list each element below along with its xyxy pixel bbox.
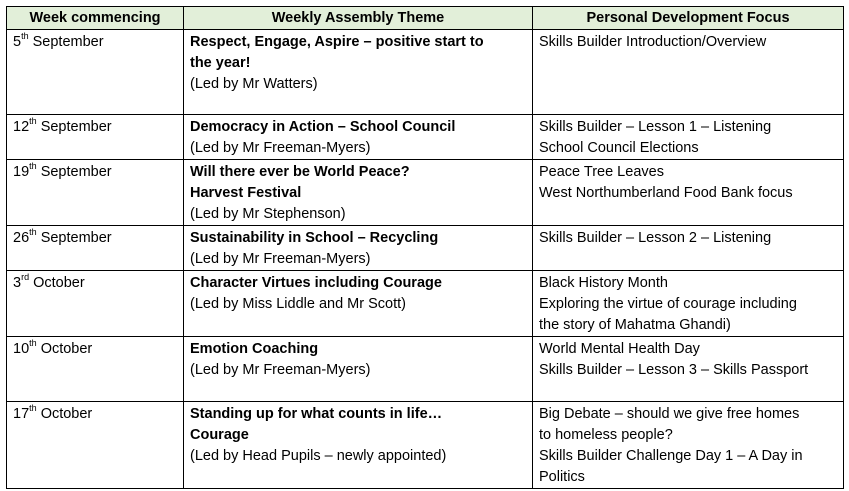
development-focus-item: to homeless people? bbox=[539, 427, 673, 443]
development-focus-cell bbox=[533, 402, 844, 489]
week-day-suffix: th bbox=[29, 161, 37, 172]
week-month: September bbox=[40, 164, 112, 180]
week-commencing-cell bbox=[7, 30, 184, 115]
header-week-commencing: Week commencing bbox=[7, 7, 184, 30]
week-day: 5 bbox=[13, 34, 22, 50]
week-commencing-cell bbox=[7, 160, 184, 226]
assembly-led-by: (Led by Mr Freeman-Myers) bbox=[190, 251, 371, 267]
development-focus-item: Exploring the virtue of courage including bbox=[539, 296, 797, 312]
assembly-theme-cell bbox=[184, 115, 533, 160]
assembly-led-by: (Led by Mr Freeman-Myers) bbox=[190, 362, 371, 378]
week-day: 3 bbox=[13, 275, 22, 291]
assembly-theme-cell bbox=[184, 337, 533, 402]
assembly-theme-title: Standing up for what counts in life… bbox=[190, 406, 443, 422]
development-focus-item: Skills Builder Introduction/Overview bbox=[539, 34, 767, 50]
assembly-theme-cell bbox=[184, 271, 533, 337]
week-day-suffix: th bbox=[21, 31, 29, 42]
week-commencing-cell bbox=[7, 271, 184, 337]
week-day-suffix: th bbox=[29, 403, 37, 414]
week-month: October bbox=[40, 406, 93, 422]
assembly-theme-title: Courage bbox=[190, 427, 249, 443]
week-month: October bbox=[33, 275, 85, 291]
development-focus-cell bbox=[533, 30, 844, 115]
week-day-suffix: rd bbox=[21, 272, 30, 283]
header-row bbox=[7, 7, 844, 30]
development-focus-cell bbox=[533, 115, 844, 160]
development-focus-item: School Council Elections bbox=[539, 140, 699, 156]
week-month: September bbox=[40, 119, 112, 135]
schedule-row bbox=[7, 226, 844, 271]
week-month: October bbox=[40, 341, 93, 357]
header-assembly-theme: Weekly Assembly Theme bbox=[184, 7, 533, 30]
assembly-schedule-table bbox=[6, 6, 844, 489]
schedule-row bbox=[7, 115, 844, 160]
development-focus-item: Skills Builder – Lesson 2 – Listening bbox=[539, 230, 772, 246]
development-focus-item: the story of Mahatma Ghandi) bbox=[539, 317, 731, 333]
assembly-theme-cell bbox=[184, 30, 533, 115]
assembly-theme-cell bbox=[184, 402, 533, 489]
development-focus-item: World Mental Health Day bbox=[539, 341, 700, 357]
assembly-theme-title: Sustainability in School – Recycling bbox=[190, 230, 439, 246]
assembly-led-by: (Led by Miss Liddle and Mr Scott) bbox=[190, 296, 406, 312]
schedule-row bbox=[7, 30, 844, 115]
assembly-theme-cell bbox=[184, 160, 533, 226]
schedule-row bbox=[7, 271, 844, 337]
development-focus-item: Politics bbox=[539, 469, 585, 485]
development-focus-cell bbox=[533, 160, 844, 226]
week-commencing-cell bbox=[7, 115, 184, 160]
assembly-theme-title: Emotion Coaching bbox=[190, 341, 319, 357]
development-focus-item: Skills Builder – Lesson 1 – Listening bbox=[539, 119, 772, 135]
week-day-suffix: th bbox=[29, 338, 37, 349]
assembly-theme-title: the year! bbox=[190, 55, 251, 71]
week-commencing-cell bbox=[7, 402, 184, 489]
development-focus-item: Peace Tree Leaves bbox=[539, 164, 664, 180]
development-focus-item: West Northumberland Food Bank focus bbox=[539, 185, 793, 201]
development-focus-cell bbox=[533, 337, 844, 402]
assembly-theme-title: Will there ever be World Peace? bbox=[190, 164, 410, 180]
week-day-suffix: th bbox=[29, 227, 37, 238]
assembly-led-by: (Led by Mr Watters) bbox=[190, 76, 318, 92]
development-focus-item: Big Debate – should we give free homes bbox=[539, 406, 800, 422]
week-day: 10 bbox=[13, 341, 30, 357]
week-day: 19 bbox=[13, 164, 30, 180]
week-day: 26 bbox=[13, 230, 30, 246]
assembly-led-by: (Led by Head Pupils – newly appointed) bbox=[190, 448, 447, 464]
week-month: September bbox=[40, 230, 112, 246]
assembly-theme-title: Democracy in Action – School Council bbox=[190, 119, 456, 135]
assembly-theme-title: Character Virtues including Courage bbox=[190, 275, 442, 291]
week-commencing-cell bbox=[7, 337, 184, 402]
schedule-row bbox=[7, 402, 844, 489]
assembly-led-by: (Led by Mr Freeman-Myers) bbox=[190, 140, 371, 156]
week-day: 17 bbox=[13, 406, 30, 422]
assembly-theme-cell bbox=[184, 226, 533, 271]
development-focus-cell bbox=[533, 271, 844, 337]
assembly-led-by: (Led by Mr Stephenson) bbox=[190, 206, 346, 222]
schedule-row bbox=[7, 337, 844, 402]
week-day-suffix: th bbox=[29, 116, 37, 127]
week-month: September bbox=[32, 34, 104, 50]
week-day: 12 bbox=[13, 119, 30, 135]
development-focus-item: Black History Month bbox=[539, 275, 668, 291]
development-focus-item: Skills Builder Challenge Day 1 – A Day in bbox=[539, 448, 803, 464]
assembly-theme-title: Harvest Festival bbox=[190, 185, 302, 201]
development-focus-cell bbox=[533, 226, 844, 271]
schedule-body bbox=[7, 30, 844, 489]
development-focus-item: Skills Builder – Lesson 3 – Skills Passport bbox=[539, 362, 809, 378]
schedule-row bbox=[7, 160, 844, 226]
header-development-focus: Personal Development Focus bbox=[533, 7, 844, 30]
assembly-theme-title: Respect, Engage, Aspire – positive start to bbox=[190, 34, 484, 50]
week-commencing-cell bbox=[7, 226, 184, 271]
